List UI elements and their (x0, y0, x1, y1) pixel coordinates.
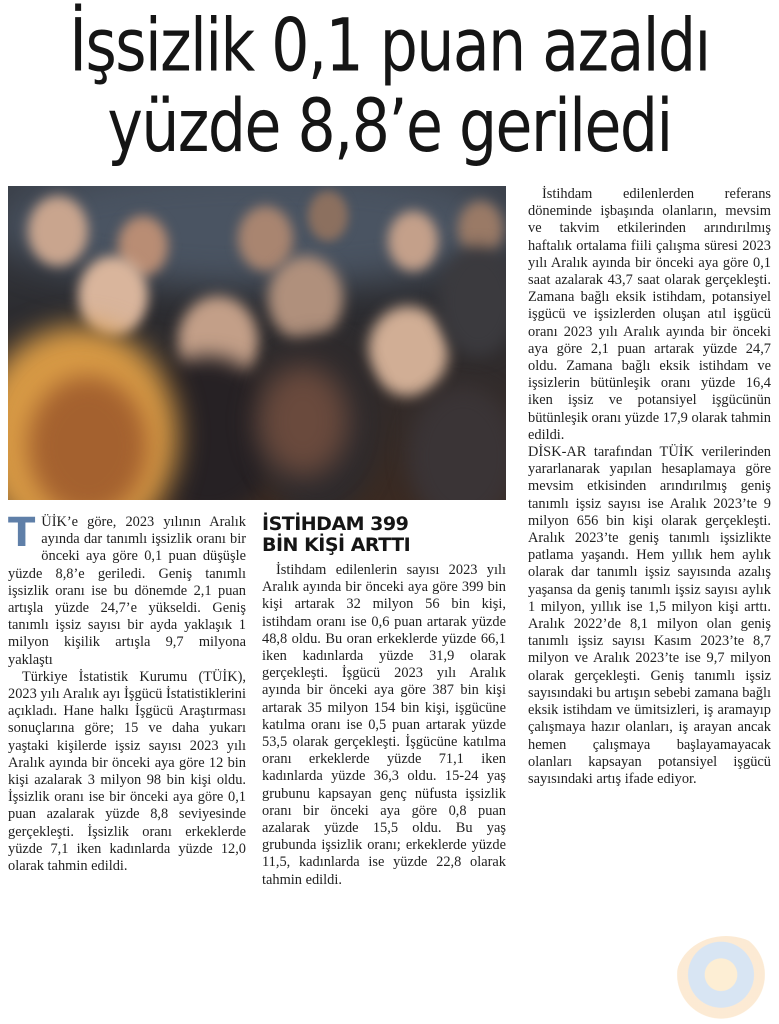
body-paragraph: Türkiye İstatistik Kurumu (TÜİK), 2023 yılı Aralık ayı İşgücü İstatistiklerini açıkladı. Hane halkı İşgücü Araştırması sonuçlarına göre; 15 ve daha yukarı yaştaki kişilerde işsiz sayısı 2023 yılı Aralık ayında bir önceki aya göre 12 bin kişi azalarak 3 milyon 98 bin kişi oldu. İşsizlik oranı ise bir önceki aya göre 0,1 puan azalarak yüzde 8,8 seviyesinde gerçekleşti. İşsizlik oranı erkeklerde yüzde 7,1 iken kadınlarda yüzde 12,0 olarak tahmin edildi. (8, 668, 246, 875)
headline-line-1: İşsizlik 0,1 puan azaldı (69, 3, 710, 89)
section-subhead (262, 514, 506, 556)
body-paragraph: DİSK-AR tarafından TÜİK verilerinden yararlanarak yapılan hesaplamaya göre mevsim etkisinden arındırılmış geniş tanımlı işsiz sayısı ise Aralık 2023’te 9 milyon 656 bin kişi olarak gerçekleşti. Aralık 2023’te geniş tanımlı işsizlikte patlama yaşandı. Hem yıllık hem aylık olarak dar tanımlı işsiz sayısında azalış yaşansa da geniş tanımlı işsiz sayısı aylık 1 milyon, yıllık ise 1,5 milyon kişi arttı. Aralık 2022’de 8,1 milyon olan geniş tanımlı işsiz sayısı Kasım 2023’te 8,7 milyon ve Aralık 2023’te ise 9,7 milyon olarak gerçekleşti. Geniş tanımlı işsiz sayısındaki bu artışın sebebi zamana bağlı eksik istihdam ve ümitsizleri, iş aramayıp çalışmaya hazır olanları, iş arayan ancak hemen çalışmaya başlayamayacak olanları kapsayan potansiyel işgücü sayısındaki artış ifade ediyor. (528, 444, 771, 787)
subhead-line-1: İSTİHDAM 399 (262, 513, 409, 535)
article-column-2 (262, 514, 506, 889)
article-column-1 (8, 510, 246, 875)
headline-line-2: yüzde 8,8’e geriledi (107, 84, 672, 170)
subhead-line-2: BİN KİŞİ ARTTI (262, 534, 411, 556)
lead-paragraph: ÜİK’e göre, 2023 yılının Aralık ayında dar tanımlı işsizlik oranı bir önceki aya göre 0,1 puan düşüşle yüzde 8,8’e geriledi. Geniş tanımlı işsizlik oranı ise bu dönemde 2,1 puan artışla yüzde 24,7’e yükseldi. Geniş tanımlı işsiz sayısı bir ayda yaklaşık 1 milyon kişilik artışla 9,7 milyona yaklaştı (8, 514, 246, 668)
crowd-photo (8, 186, 506, 500)
body-paragraph: İstihdam edilenlerin sayısı 2023 yılı Aralık ayında bir önceki aya göre 399 bin kişi artarak 32 milyon 56 bin kişi, istihdam oranı ise 0,6 puan artarak yüzde 48,8 oldu. Bu oran erkeklerde yüzde 66,1 iken kadınlarda yüzde 31,9 olarak gerçekleşti. İşgücü 2023 yılı Aralık ayında bir önceki aya göre 387 bin kişi artarak 35 milyon 154 bin kişi, işgücüne katılma oranı ise 0,5 puan artarak yüzde 53,5 olarak gerçekleşti. İşgücüne katılma oranı erkeklerde yüzde 71,1 iken kadınlarda yüzde 36,3 oldu. 15-24 yaş grubunu kapsayan genç nüfusta işsizlik oranı bir önceki aya göre 0,8 puan azalarak yüzde 15,5 oldu. Bu yaş grubunda işsizlik oranı; erkeklerde yüzde 11,5, kadınlarda ise yüzde 22,8 olarak tahmin edildi. (262, 562, 506, 888)
headline (0, 3, 779, 170)
body-paragraph: İstihdam edilenlerden referans döneminde işbaşında olanların, mevsim ve takvim etkilerinden arındırılmış haftalık ortalama fiili çalışma süresi 2023 yılı Aralık ayında bir önceki aya göre 0,1 saat azalarak 43,7 saat olarak gerçekleşti. Zamana bağlı eksik istihdam, potansiyel işgücü ve işsizlerden oluşan atıl işgücü oranı 2023 yılı Aralık ayında bir önceki aya göre 2,1 puan artarak yüzde 24,7 oldu. Zamana bağlı eksik istihdam ve işsizlerin bütünleşik oranı yüzde 16,4 iken işsiz ve potansiyel işgücünün bütünleşik oranı yüzde 17,9 olarak tahmin edildi. (528, 186, 771, 443)
publisher-watermark (676, 936, 776, 1022)
drop-cap: T (8, 510, 36, 556)
article-column-3 (528, 186, 771, 788)
